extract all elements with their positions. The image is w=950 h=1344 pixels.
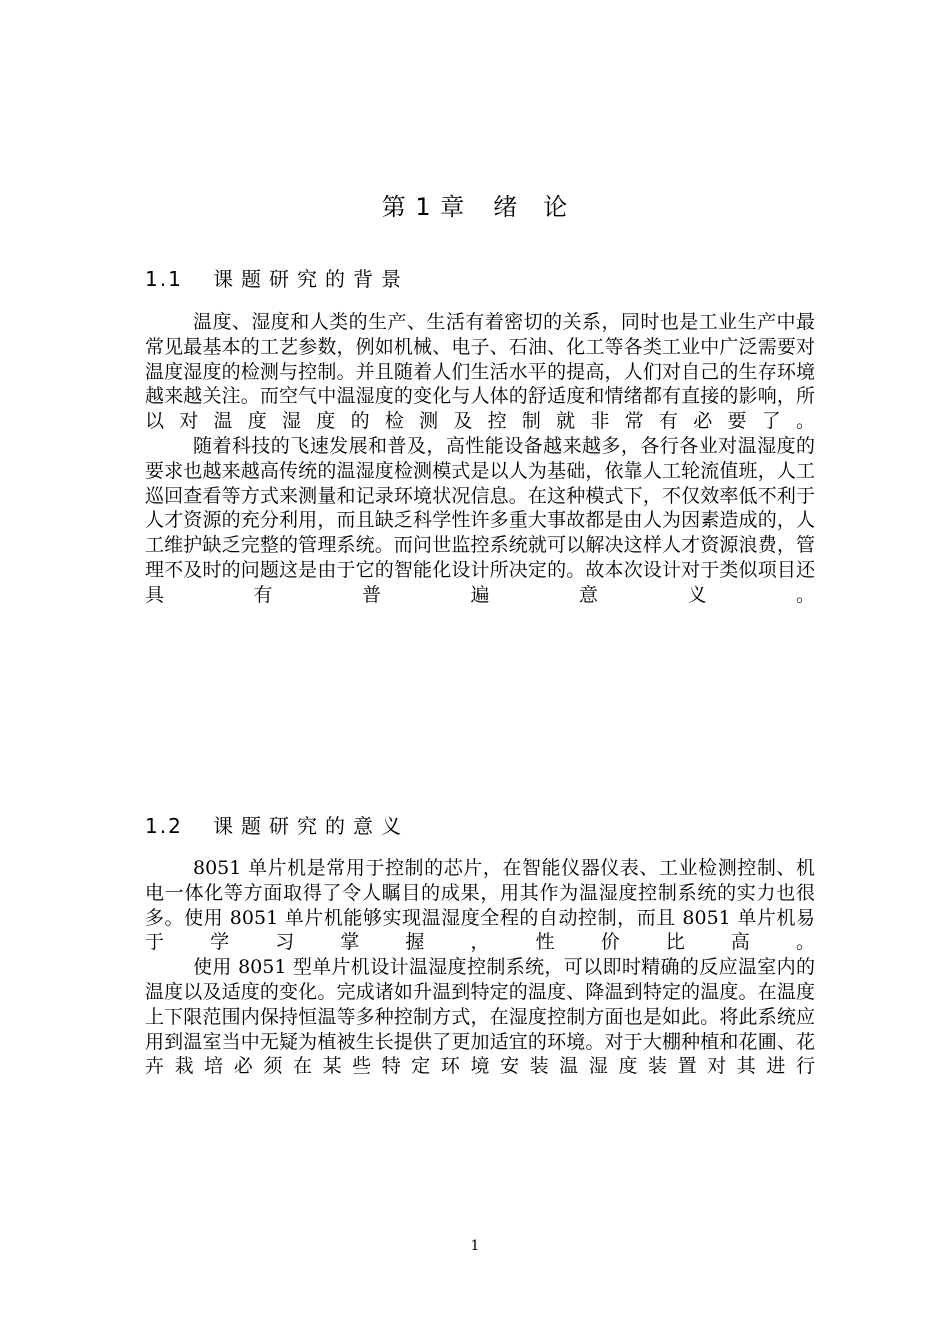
section-title: 课题研究的意义 bbox=[213, 814, 409, 838]
section-number: 1.2 bbox=[145, 814, 183, 838]
chapter-name: 绪 论 bbox=[493, 193, 569, 221]
section-1-2-body bbox=[145, 856, 815, 1079]
paragraph: 随着科技的飞速发展和普及，高性能设备越来越多，各行各业对温湿度的要求也越来越高传统的温湿度检测模式是以人为基础，依靠人工轮流值班，人工巡回查看等方式来测量和记录环境状况信息。在这种模式下，不仅效率低不利于人才资源的充分利用，而且缺乏科学性许多重大事故都是由人为因素造成的，人工维护缺乏完整的管理系统。而问世监控系统就可以解决这样人才资源浪费，管理不及时的问题这是由于它的智能化设计所决定的。故本次设计对于类似项目还具有普遍意义。 bbox=[145, 434, 815, 606]
chapter-title bbox=[0, 190, 950, 224]
page-number: 1 bbox=[470, 1238, 480, 1254]
paragraph: 使用 8051 型单片机设计温湿度控制系统，可以即时精确的反应温室内的温度以及适度的变化。完成诸如升温到特定的温度、降温到特定的温度。在温度上下限范围内保持恒温等多种控制方式，在湿度控制方面也是如此。将此系统应用到温室当中无疑为植被生长提供了更加适宜的环境。对于大棚种植和花圃、花卉栽培必须在某些特定环境安装温湿度装置对其进行 bbox=[145, 956, 815, 1078]
section-heading-1-2 bbox=[145, 812, 409, 840]
paragraph: 8051 单片机是常用于控制的芯片，在智能仪器仪表、工业检测控制、机电一体化等方面取得了令人瞩目的成果，用其作为温湿度控制系统的实力也很多。使用 8051 单片机能够实现温湿度全程的自动控制，而且 8051 单片机易于学习掌握，性价比高。 bbox=[145, 857, 815, 954]
paragraph: 温度、湿度和人类的生产、生活有着密切的关系，同时也是工业生产中最常见最基本的工艺参数，例如机械、电子、石油、化工等各类工业中广泛需要对温度湿度的检测与控制。并且随着人们生活水平的提高，人们对自己的生存环境越来越关注。而空气中温湿度的变化与人体的舒适度和情绪都有直接的影响，所以对温度湿度的检测及控制就非常有必要了。 bbox=[145, 311, 815, 433]
section-number: 1.1 bbox=[145, 267, 183, 291]
section-heading-1-1 bbox=[145, 265, 409, 293]
chapter-number: 第 1 章 bbox=[381, 193, 466, 221]
section-1-1-body bbox=[145, 310, 815, 608]
section-title: 课题研究的背景 bbox=[213, 267, 409, 291]
